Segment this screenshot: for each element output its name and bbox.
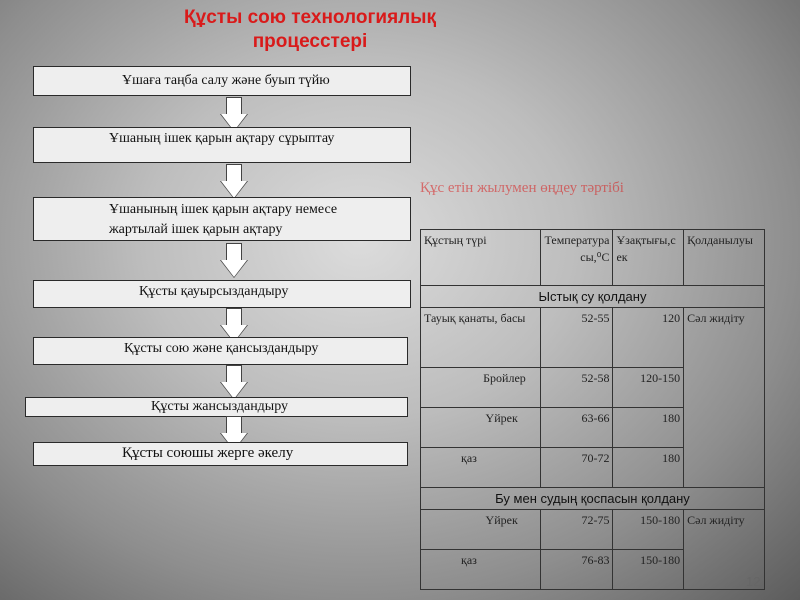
cell-time: 150-180	[613, 550, 684, 590]
cell-temp: 72-75	[540, 510, 613, 550]
cell-time: 180	[613, 448, 684, 488]
cell-use: Сәл жидіту	[684, 510, 765, 590]
flow-step-1	[33, 66, 411, 96]
section-label: Ыстық су қолдану	[421, 286, 765, 308]
flow-step-label: Құсты союшы жерге әкелу	[122, 445, 294, 461]
cell-type: Тауық қанаты, басы	[421, 308, 541, 368]
flow-step-label: Құсты қауырсыздандыру	[139, 284, 289, 299]
flow-step-label: Ұшаға таңба салу және буып түйю	[122, 73, 330, 88]
cell-temp: 70-72	[540, 448, 613, 488]
cell-type: Үйрек	[421, 408, 541, 448]
flow-step-2	[33, 127, 411, 163]
flow-step-7	[33, 442, 408, 466]
flow-step-3	[33, 197, 411, 241]
header-cell: Температурасы,⁰С	[540, 230, 613, 286]
data-table	[420, 229, 765, 590]
cell-type: қаз	[421, 550, 541, 590]
table-header-row	[421, 230, 765, 286]
page-title: Құсты сою технологиялық процесстері	[184, 7, 436, 52]
flow-step-4	[33, 280, 411, 308]
cell-temp: 63-66	[540, 408, 613, 448]
cell-type: Үйрек	[421, 510, 541, 550]
table-title: Құс етін жылумен өңдеу тәртібі	[420, 180, 624, 196]
cell-temp: 52-58	[540, 368, 613, 408]
cell-use: Сәл жидіту	[684, 308, 765, 488]
cell-time: 150-180	[613, 510, 684, 550]
cell-time: 120-150	[613, 368, 684, 408]
flow-step-label: Ұшанының ішек қарын ақтару немесе жартылай ішек қарын ақтару	[109, 202, 338, 237]
flow-step-label: Құсты жансыздандыру	[151, 399, 289, 414]
section-label: Бу мен судың қоспасын қолдану	[421, 488, 765, 510]
page-number: 12	[746, 574, 761, 589]
flow-step-6	[25, 397, 408, 417]
cell-type: Бройлер	[421, 368, 541, 408]
section-row	[421, 286, 765, 308]
arrow-down-icon	[221, 365, 247, 399]
arrow-down-icon	[221, 243, 247, 277]
cell-time: 180	[613, 408, 684, 448]
cell-temp: 52-55	[540, 308, 613, 368]
cell-time: 120	[613, 308, 684, 368]
section-row	[421, 488, 765, 510]
flow-step-5	[33, 337, 408, 365]
table-row	[421, 308, 765, 368]
cell-type: қаз	[421, 448, 541, 488]
arrow-down-icon	[221, 164, 247, 198]
flow-step-label: Құсты сою және қансыздандыру	[124, 341, 319, 356]
cell-temp: 76-83	[540, 550, 613, 590]
header-cell: Құстың түрі	[421, 230, 541, 286]
flow-step-label: Ұшаның ішек қарын ақтару сұрыптау	[109, 131, 335, 146]
header-cell: Қолданылуы	[684, 230, 765, 286]
header-cell: Ұзақтығы,сек	[613, 230, 684, 286]
arrow-down-icon	[221, 97, 247, 131]
table-row	[421, 510, 765, 550]
